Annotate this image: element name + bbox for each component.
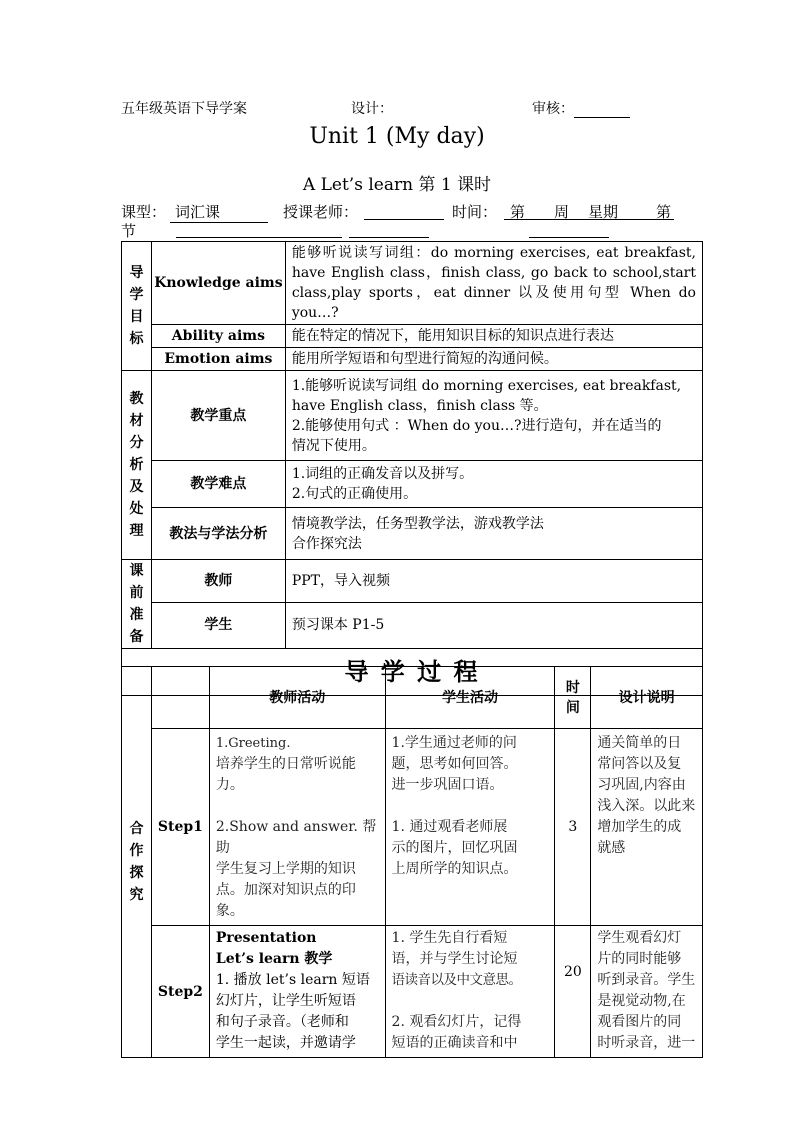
difficulties-text: 1.词组的正确发音以及拼写。 2.句式的正确使用。 (285, 461, 702, 508)
emotion-aims-text: 能用所学短语和句型进行简短的沟通问候。 (285, 348, 702, 371)
time-period: 第 (656, 203, 672, 221)
step2-student-activity: 1. 学生先自行看短 语，并与学生讨论短 语读音以及中文意思。 2. 观看幻灯片，记得 短语的正确读音和中 (385, 926, 555, 1058)
difficulties-label: 教学难点 (151, 461, 285, 508)
document-name: 五年级英语下导学案 (121, 101, 247, 117)
student-activity-header: 学生活动 (385, 667, 555, 729)
knowledge-aims-label: Knowledge aims (151, 242, 285, 325)
time-week: 第 (510, 203, 526, 221)
page-subtitle: A Let’s learn 第 1 课时 (302, 175, 492, 195)
prep-student-value: 预习课本 P1-5 (285, 602, 702, 648)
time-week-unit: 周 (554, 203, 570, 221)
prep-section-label: 课 前 准 备 (122, 560, 152, 649)
step1-time: 3 (555, 729, 591, 926)
time-weekday: 星期 (588, 203, 619, 221)
prep-teacher-label: 教师 (151, 560, 285, 603)
type-label: 课型： (121, 203, 167, 221)
lesson-info (121, 201, 681, 241)
step2-design-note: 学生观看幻灯 片的同时能够 听到录音。学生 是视觉动物,在 观看图片的同 时听录音，进一 (591, 926, 703, 1058)
methods-text: 情境教学法，任务型教学法，游戏教学法 合作探究法 (285, 508, 702, 560)
step1-student-activity: 1.学生通过老师的问 题，思考如何回答。 进一步巩固口语。 1. 通过观看老师展 示的图片，回忆巩固 上周所学的知识点。 (385, 729, 555, 926)
teacher-label: 授课老师： (283, 203, 359, 221)
lesson-plan-table (121, 241, 703, 696)
step1-label: Step1 (151, 729, 209, 926)
materials-section-label: 教 材 分 析 及 处 理 (122, 371, 152, 560)
time-header: 时 间 (555, 667, 591, 729)
type-value: 词汇课 (170, 201, 268, 223)
key-points-label: 教学重点 (151, 371, 285, 461)
process-table (121, 666, 703, 1058)
step1-teacher-activity: 1.Greeting. 培养学生的日常听说能 力。 2.Show and answer. 帮助 学生复习上学期的知识 点。加深对知识点的印 象。 (209, 729, 385, 926)
step2-time: 20 (555, 926, 591, 1058)
process-title: 导 学 过 程 (122, 649, 703, 696)
step2-teacher-activity: Presentation Let’s learn 教学 1. 播放 let’s learn 短语 幻灯片，让学生听短语 和句子录音。（老师和 学生一起读，并邀请学 (209, 926, 385, 1058)
key-points-text: 1.能够听说读写词组 do morning exercises, eat breakfast, have English class，finish class 等。 2.能够使用句式 ：When do you…?进行造句，并在适当的 情况下使用。 (285, 371, 702, 461)
time-label: 时间： (452, 203, 498, 221)
aims-section-label: 导 学 目 标 (122, 242, 152, 371)
teacher-blank (364, 201, 444, 220)
review-label: 审核： (532, 98, 630, 118)
step1-design-note: 通关简单的日 常问答以及复 习巩固,内容由 浅入深。以此来 增加学生的成 就感 (591, 729, 703, 926)
knowledge-aims-text: 能够听说读写词组：do morning exercises, eat breakfast, have English class，finish class, go back to school,start class,play sports，eat dinner 以及使用句型 When do you…? (285, 242, 702, 325)
process-section-label: 合 作 探 究 (122, 667, 152, 1058)
page-title: Unit 1 (My day) (309, 124, 485, 149)
design-header: 设计说明 (591, 667, 703, 729)
methods-label: 教法与学法分析 (151, 508, 285, 560)
prep-teacher-value: PPT，导入视频 (285, 560, 702, 603)
period-label: 节 (121, 222, 137, 240)
design-label: 设计： (351, 101, 393, 117)
step2-label: Step2 (151, 926, 209, 1058)
ability-aims-text: 能在特定的情况下，能用知识目标的知识点进行表达 (285, 325, 702, 348)
teacher-activity-header: 教师活动 (209, 667, 385, 729)
prep-student-label: 学生 (151, 602, 285, 648)
ability-aims-label: Ability aims (151, 325, 285, 348)
emotion-aims-label: Emotion aims (151, 348, 285, 371)
